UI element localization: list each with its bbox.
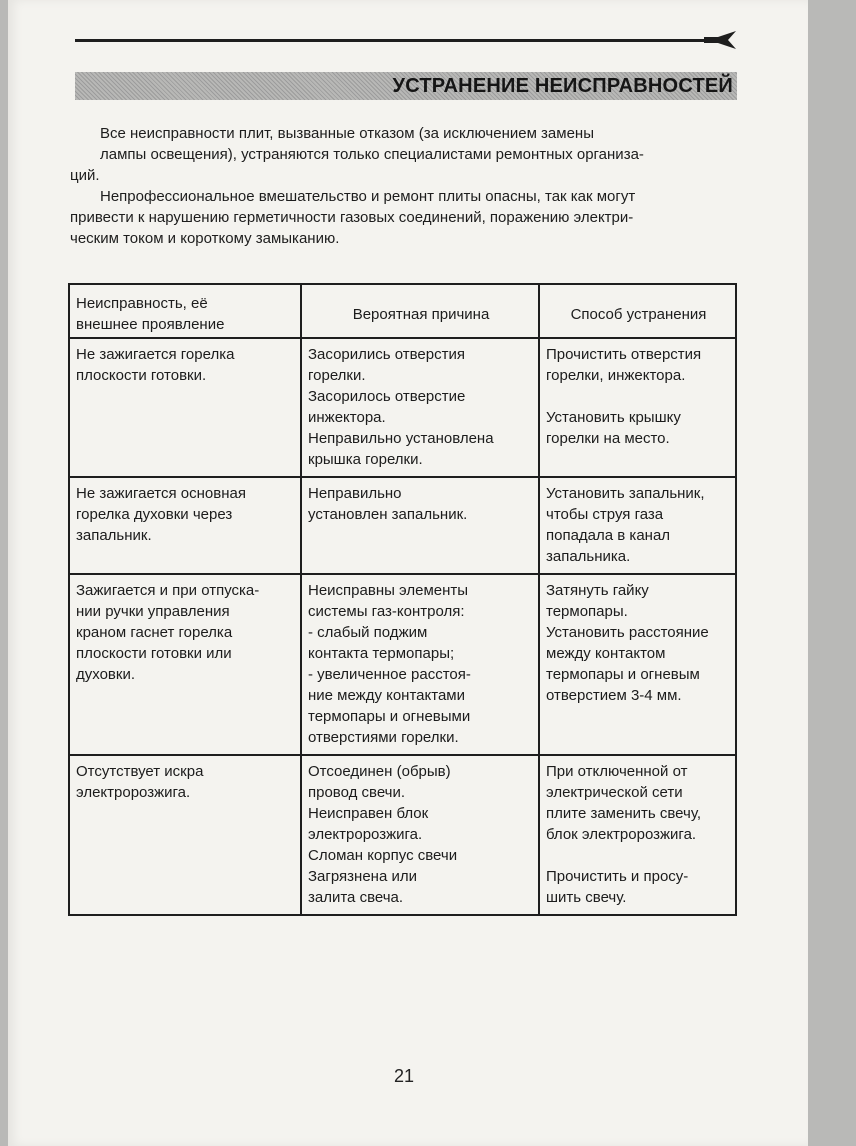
intro-text xyxy=(70,123,736,249)
header-remedy: Способ устранения xyxy=(539,284,736,338)
table-row xyxy=(69,477,736,574)
intro-paragraph-2: Непрофессиональное вмешательство и ремонт плиты опасны, так как могут привести к нарушению герметичности газовых соединений, поражению электри- ческим током и короткому замыканию. xyxy=(70,188,636,247)
table-row xyxy=(69,338,736,477)
intro-paragraph-1: Все неисправности плит, вызванные отказом (за исключением замены лампы освещения), устраняются только специалистами ремонтных организа- ций. xyxy=(70,125,644,184)
arrow-ornament-icon xyxy=(704,31,736,49)
cause-cell: Неисправны элементы системы газ-контроля: - слабый поджим контакта термопары; - увеличенное расстоя- ние между контактами термопары и огневыми отверстиями горелки. xyxy=(301,574,539,755)
fault-cell: Не зажигается основная горелка духовки через запальник. xyxy=(69,477,301,574)
cause-cell: Неправильно установлен запальник. xyxy=(301,477,539,574)
remedy-cell: Прочистить отверстия горелки, инжектора. Установить крышку горелки на место. xyxy=(539,338,736,477)
section-title: УСТРАНЕНИЕ НЕИСПРАВНОСТЕЙ xyxy=(392,75,733,97)
table-header-row xyxy=(69,284,736,338)
table-row xyxy=(69,574,736,755)
remedy-cell: При отключенной от электрической сети плите заменить свечу, блок электророзжига. Прочистить и просу- шить свечу. xyxy=(539,755,736,915)
cause-cell: Отсоединен (обрыв) провод свечи. Неисправен блок электророзжига. Сломан корпус свечи Загрязнена или залита свеча. xyxy=(301,755,539,915)
header-cause: Вероятная причина xyxy=(301,284,539,338)
fault-cell: Зажигается и при отпуска- нии ручки управления краном гаснет горелка плоскости готовки или духовки. xyxy=(69,574,301,755)
page-number: 21 xyxy=(394,1066,415,1086)
table-row xyxy=(69,755,736,915)
document-page xyxy=(8,0,808,1146)
top-rule xyxy=(75,39,715,42)
cause-cell: Засорились отверстия горелки. Засорилось отверстие инжектора. Неправильно установлена крышка горелки. xyxy=(301,338,539,477)
remedy-cell: Затянуть гайку термопары. Установить расстояние между контактом термопары и огневым отверстием 3-4 мм. xyxy=(539,574,736,755)
fault-cell: Не зажигается горелка плоскости готовки. xyxy=(69,338,301,477)
remedy-cell: Установить запальник, чтобы струя газа попадала в канал запальника. xyxy=(539,477,736,574)
section-header xyxy=(75,72,737,100)
fault-cell: Отсутствует искра электророзжига. xyxy=(69,755,301,915)
troubleshooting-table xyxy=(68,283,737,916)
header-fault: Неисправность, её внешнее проявление xyxy=(69,284,301,338)
